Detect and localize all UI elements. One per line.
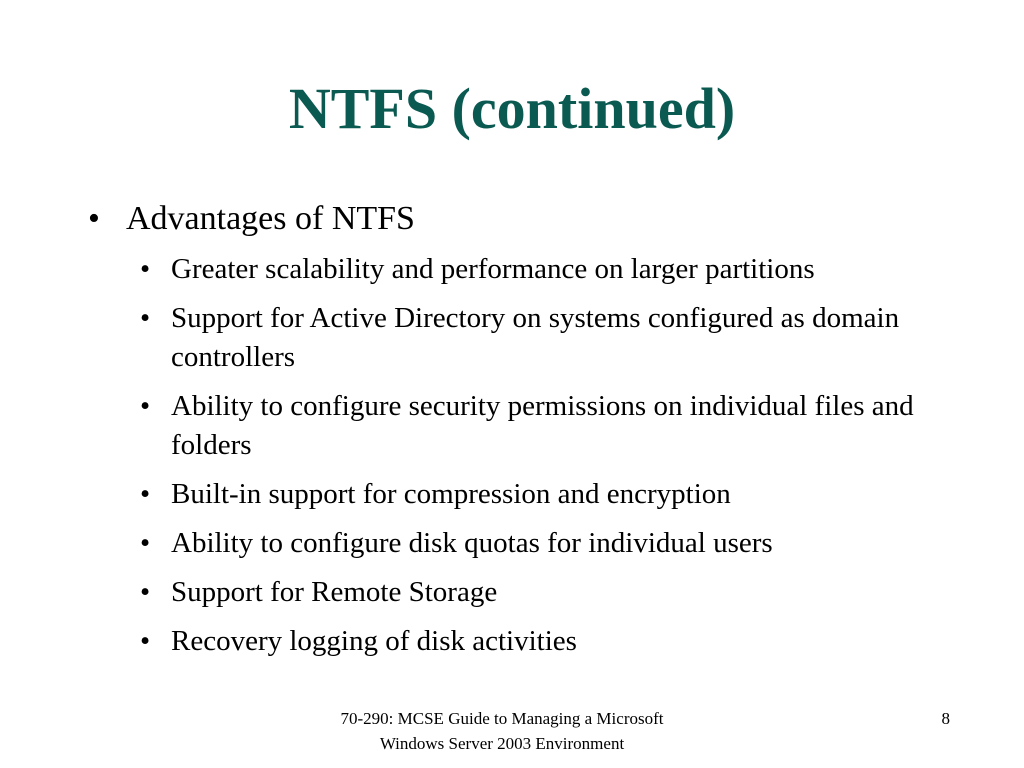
footer-line-1: 70-290: MCSE Guide to Managing a Microsoft (340, 709, 664, 728)
sub-bullet-text: Recovery logging of disk activities (171, 625, 577, 657)
sub-bullet (140, 387, 940, 465)
bullet-icon: • (140, 527, 151, 559)
sub-bullet (140, 299, 940, 377)
sub-bullet-text: Support for Active Directory on systems configured as domain controllers (171, 302, 900, 373)
sub-bullet-text: Ability to configure security permissions on individual files and folders (171, 390, 914, 461)
sub-bullet (140, 524, 940, 563)
main-bullet (88, 196, 968, 242)
bullet-icon: • (140, 390, 151, 422)
sub-bullet (140, 622, 940, 661)
bullet-icon: • (140, 253, 151, 285)
bullet-icon: • (88, 200, 100, 237)
main-bullet-text: Advantages of NTFS (126, 200, 415, 237)
sub-bullet-text: Support for Remote Storage (171, 576, 498, 608)
sub-bullet-text: Greater scalability and performance on larger partitions (171, 253, 815, 285)
footer-caption (300, 706, 704, 756)
sub-bullet-text: Ability to configure disk quotas for individual users (171, 527, 773, 559)
sub-bullet-text: Built-in support for compression and encryption (171, 478, 731, 510)
bullet-icon: • (140, 302, 151, 334)
footer-line-2: Windows Server 2003 Environment (379, 734, 625, 753)
page-number: 8 (941, 709, 950, 728)
sub-bullet (140, 475, 940, 514)
sub-bullet (140, 250, 940, 289)
bullet-icon: • (140, 576, 151, 608)
sub-bullet (140, 573, 940, 612)
bullet-icon: • (140, 625, 151, 657)
bullet-icon: • (140, 478, 151, 510)
sub-bullet-list (140, 250, 940, 671)
slide-title: NTFS (continued) (288, 76, 736, 141)
